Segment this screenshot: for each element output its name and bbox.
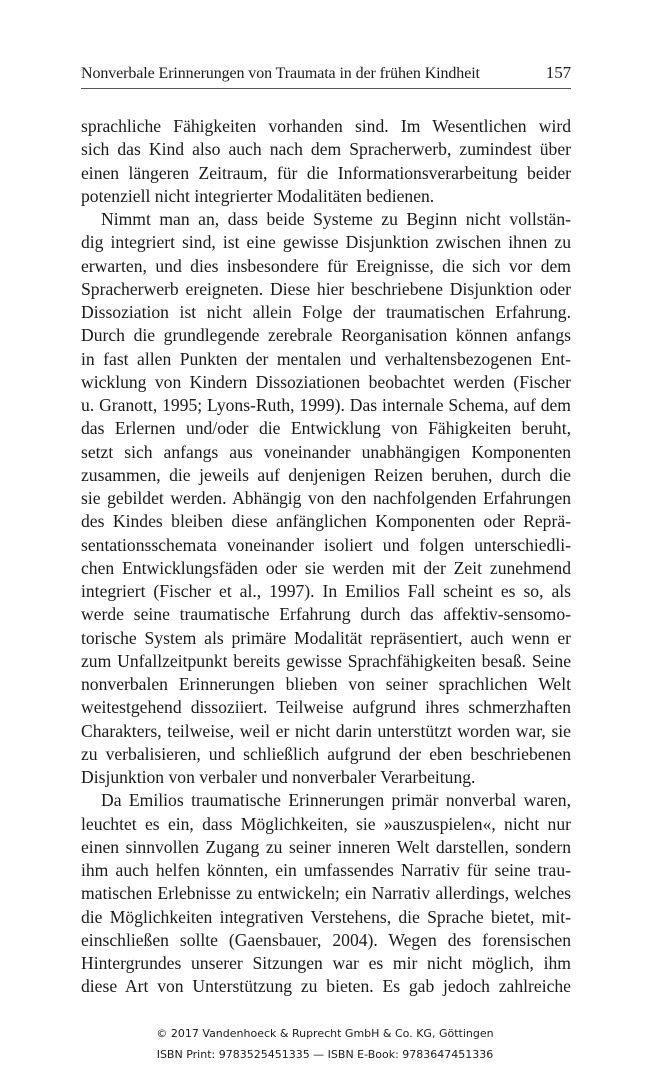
text-line: nonverbalen Erinnerungen blieben von seiner sprachlichen Welt [81,674,571,694]
body-text [81,115,571,999]
text-line: potenziell nicht integrierter Modalitäten bedienen. [81,185,435,206]
text-line: u. Granott, 1995; Lyons-Ruth, 1999). Das internale Schema, auf dem [81,395,571,415]
text-line: setzt sich anfangs aus voneinander unabhängigen Komponenten [81,441,571,462]
text-line: einschließen sollte (Gaensbauer, 2004). Wegen des forensischen [81,929,571,950]
text-line: zusammen, die jeweils auf denjenigen Reizen beruhen, durch die [81,464,571,485]
isbn-line: ISBN Print: 9783525451335 — ISBN E-Book: 9783647451336 [156,1048,494,1061]
paragraph-first-line: Da Emilios traumatische Erinnerungen primär nonverbal waren, [101,790,571,811]
text-line: Disjunktion von verbaler und nonverbaler Verarbeitung. [81,767,476,787]
text-line: zum Unfallzeitpunkt bereits gewisse Sprachfähigkeiten besaß. Seine [81,650,571,671]
text-line: Durch die grundlegende zerebrale Reorganisation können anfangs [81,325,571,346]
running-head-title: Nonverbale Erinnerungen von Traumata in der frühen Kindheit [81,65,480,82]
running-header [81,63,571,84]
text-line: leuchtet es ein, dass Möglichkeiten, sie »auszuspielen«, nicht nur [81,813,571,834]
text-line: torische System als primäre Modalität repräsentiert, auch wenn er [81,627,571,648]
page-number: 157 [545,63,571,82]
text-line: chen Entwicklungsfäden oder sie werden mit der Zeit zunehmend [81,557,571,578]
text-line: matischen Erlebnisse zu entwickeln; ein Narrativ allerdings, welches [81,883,571,904]
text-line: das Erlernen und/oder die Entwicklung von Fähigkeiten beruht, [81,418,571,439]
text-line: erwarten, und dies insbesondere für Ereignisse, die sich vor dem [81,255,571,276]
page-footer [0,1023,650,1065]
text-line: weitestgehend dissoziiert. Teilweise aufgrund ihres schmerzhaften [81,697,571,718]
text-line: sich das Kind also auch nach dem Spracherwerb, zumindest über [81,139,571,160]
text-line: diese Art von Unterstützung zu bieten. Es gab jedoch zahlreiche [81,976,571,997]
text-line: Spracherwerb ereigneten. Diese hier beschriebene Disjunktion oder [81,278,571,299]
header-rule [81,88,571,89]
text-line: integriert (Fischer et al., 1997). In Emilios Fall scheint es so, als [81,581,571,601]
text-line: werde seine traumatische Erfahrung durch das affektiv-sensomo- [81,604,571,625]
text-line: Dissoziation ist nicht allein Folge der traumatischen Erfahrung. [81,302,571,322]
text-line: dig integriert sind, ist eine gewisse Disjunktion zwischen ihnen zu [81,232,571,253]
text-line: sprachliche Fähigkeiten vorhanden sind. Im Wesentlichen wird [81,116,571,136]
text-line: zu verbalisieren, und schließlich aufgrund der eben beschriebenen [81,743,571,764]
text-line: einen längeren Zeitraum, für die Informationsverarbeitung beider [81,162,571,183]
text-line: wicklung von Kindern Dissoziationen beobachtet werden (Fischer [81,371,571,392]
paragraph-first-line: Nimmt man an, dass beide Systeme zu Beginn nicht vollstän- [101,209,571,229]
text-line: in fast allen Punkten der mentalen und verhaltensbezogenen Ent- [81,348,571,369]
text-line: des Kindes bleiben diese anfänglichen Komponenten oder Reprä- [81,511,571,532]
text-line: einen sinnvollen Zugang zu seiner inneren Welt darstellen, sondern [81,836,571,857]
text-line: sentationsschemata voneinander isoliert und folgen unterschiedli- [81,534,571,555]
copyright-notice: © 2017 Vandenhoeck & Ruprecht GmbH & Co. KG, Göttingen [156,1027,494,1040]
text-line: Charakters, teilweise, weil er nicht darin unterstützt worden war, sie [81,720,571,741]
text-line: sie gebildet werden. Abhängig von den nachfolgenden Erfahrungen [81,488,571,508]
text-line: die Möglichkeiten integrativen Verstehens, die Sprache bietet, mit- [81,906,571,927]
text-line: ihm auch helfen könnten, ein umfassendes Narrativ für seine trau- [81,860,571,880]
text-line: Hintergrundes unserer Sitzungen war es mir nicht möglich, ihm [81,953,571,973]
